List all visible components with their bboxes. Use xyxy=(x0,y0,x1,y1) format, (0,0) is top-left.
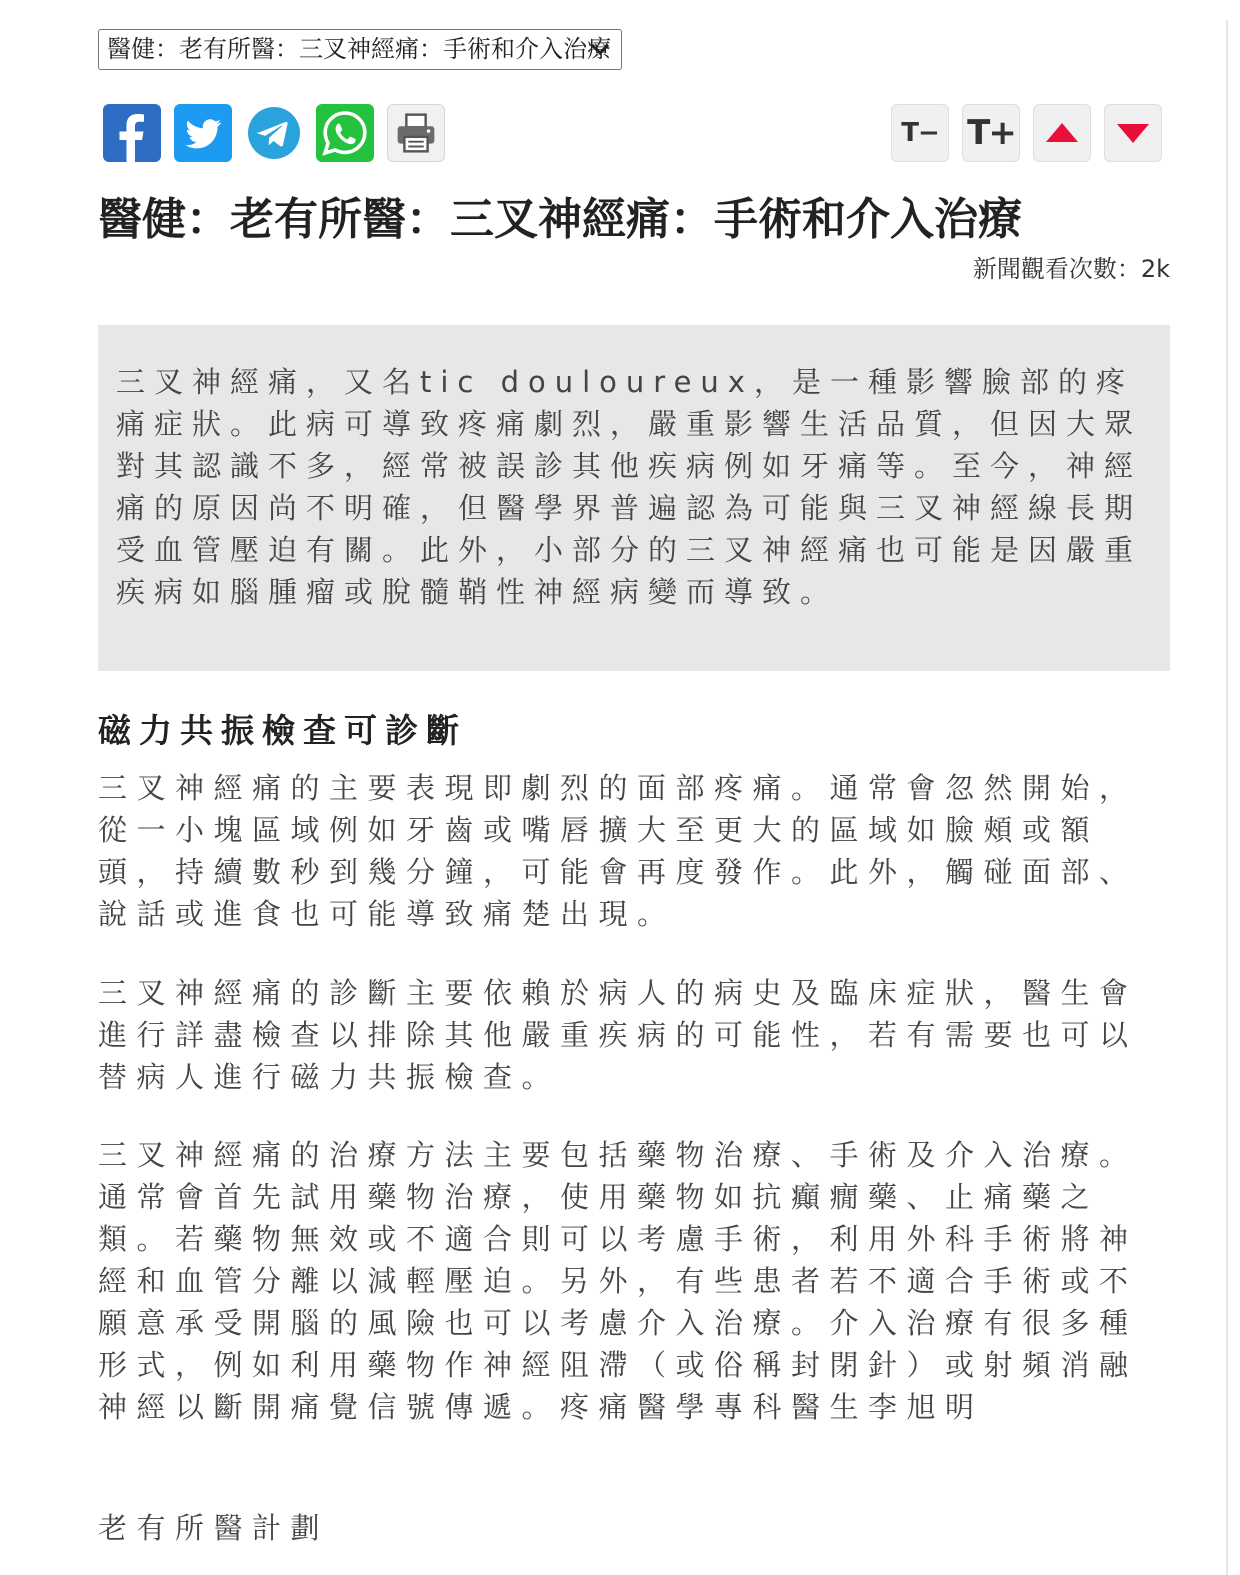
article-credit: 老有所醫計劃 xyxy=(98,1511,330,1545)
print-button[interactable] xyxy=(387,104,445,162)
whatsapp-icon xyxy=(316,104,374,162)
twitter-icon xyxy=(174,104,232,162)
whatsapp-share-button[interactable] xyxy=(316,104,374,162)
article-title: 醫健：老有所醫：三叉神經痛：手術和介入治療 xyxy=(98,194,1022,245)
triangle-up-icon xyxy=(1042,113,1082,153)
article-paragraph: 三叉神經痛的治療方法主要包括藥物治療、手術及介入治療。通常會首先試用藥物治療，使用藥物如抗癲癇藥、止痛藥之類。若藥物無效或不適合則可以考慮手術，利用外科手術將神經和血管分離以減輕壓迫。另外，有些患者若不適合手術或不願意承受開腦的風險也可以考慮介入治療。介入治療有很多種形式，例如利用藥物作神經阻滯（或俗稱封閉針）或射頻消融神經以斷開痛覺信號傳遞。疼痛醫學專科醫生李旭明 xyxy=(98,1138,1138,1424)
telegram-icon xyxy=(245,104,303,162)
scroll-up-button[interactable] xyxy=(1033,104,1091,162)
twitter-share-button[interactable] xyxy=(174,104,232,162)
font-toolbar xyxy=(891,104,1162,162)
scroll-down-button[interactable] xyxy=(1104,104,1162,162)
article-paragraph: 三叉神經痛的診斷主要依賴於病人的病史及臨床症狀，醫生會進行詳盡檢查以排除其他嚴重疾病的可能性，若有需要也可以替病人進行磁力共振檢查。 xyxy=(98,976,1138,1094)
facebook-icon xyxy=(103,104,161,162)
section-heading: 磁力共振檢查可診斷 xyxy=(98,711,467,750)
print-icon xyxy=(388,104,444,162)
category-select-value: 醫健：老有所醫：三叉神經痛：手術和介入治療 xyxy=(107,35,611,63)
facebook-share-button[interactable] xyxy=(103,104,161,162)
telegram-share-button[interactable] xyxy=(245,104,303,162)
category-select[interactable] xyxy=(98,29,622,70)
font-increase-label: T+ xyxy=(967,113,1015,153)
font-decrease-button[interactable] xyxy=(891,104,949,162)
article-paragraph: 三叉神經痛的主要表現即劇烈的面部疼痛。通常會忽然開始，從一小塊區域例如牙齒或嘴唇擴大至更大的區域如臉頰或額頭，持續數秒到幾分鐘，可能會再度發作。此外，觸碰面部、說話或進食也可能導致痛楚出現。 xyxy=(98,771,1138,931)
share-toolbar xyxy=(103,104,445,162)
view-count: 新聞觀看次數：2k xyxy=(972,255,1170,283)
chevron-down-icon xyxy=(587,35,613,63)
page-right-border xyxy=(1226,20,1228,1575)
article-summary: 三叉神經痛，又名tic douloureux，是一種影響臉部的疼痛症狀。此病可導致疼痛劇烈，嚴重影響生活品質，但因大眾對其認識不多，經常被誤診其他疾病例如牙痛等。至今，神經痛的原因尚不明確，但醫學界普遍認為可能與三叉神經線長期受血管壓迫有關。此外，小部分的三叉神經痛也可能是因嚴重疾病如腦腫瘤或脫髓鞘性神經病變而導致。 xyxy=(116,365,1143,609)
article-summary-box xyxy=(98,325,1170,671)
triangle-down-icon xyxy=(1113,113,1153,153)
font-increase-button[interactable] xyxy=(962,104,1020,162)
font-decrease-label: T− xyxy=(901,118,939,148)
